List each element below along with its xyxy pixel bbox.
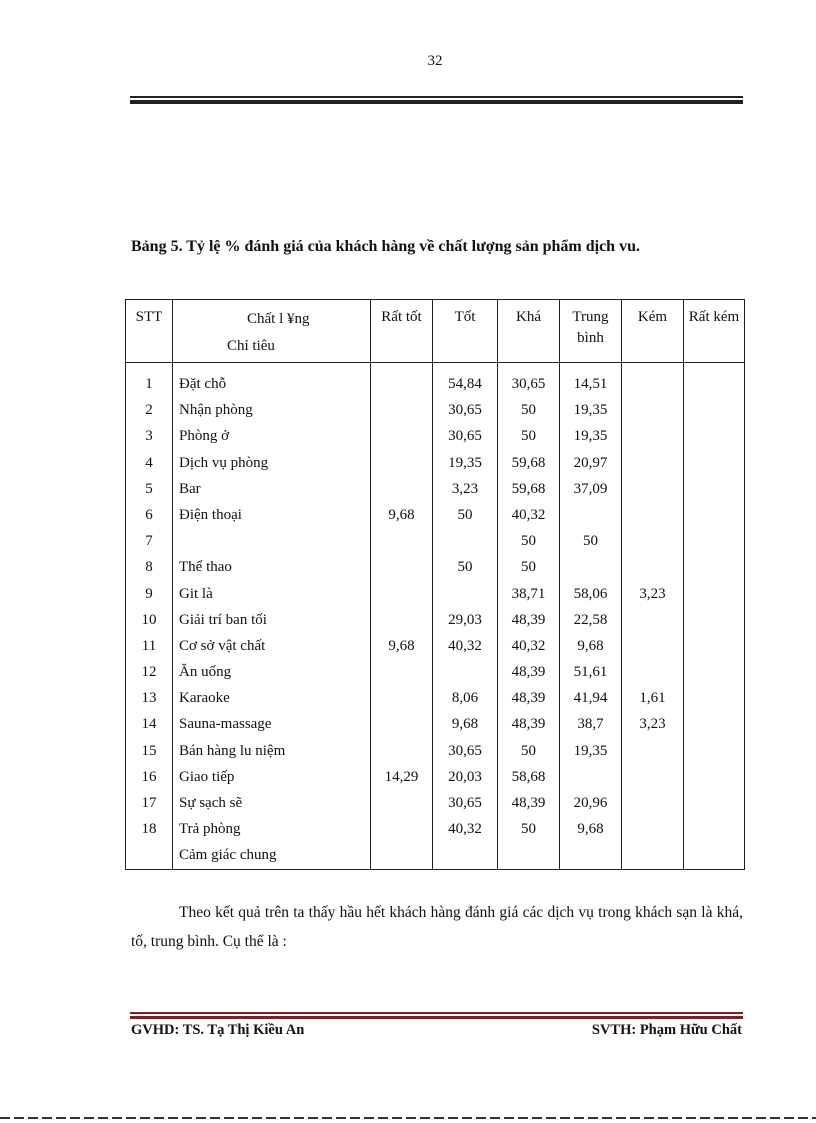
average-cell: 37,09	[573, 480, 608, 497]
fair-cell: 50	[521, 533, 536, 550]
criteria-cell: Nhận phòng	[179, 402, 253, 419]
stt-list	[126, 363, 172, 869]
poor-cell	[622, 764, 683, 790]
very-good-cell	[371, 554, 432, 580]
average-cell: 20,97	[573, 454, 608, 471]
very-poor-cell	[684, 502, 744, 528]
fair-cell: 48,39	[511, 795, 546, 811]
very-poor-cell	[684, 397, 744, 423]
page-number: 32	[427, 53, 443, 69]
very-poor-cell	[684, 764, 744, 790]
average-cell	[560, 502, 621, 528]
stt-cell: 12	[141, 664, 157, 681]
average-cell: 50	[583, 533, 598, 550]
very-poor-cell	[684, 659, 744, 685]
very-poor-cell	[684, 685, 744, 711]
footer-student: SVTH: Phạm Hữu Chất	[591, 1022, 742, 1038]
stt-cell	[126, 842, 172, 868]
poor-cell	[622, 502, 683, 528]
stt-cell: 15	[141, 742, 157, 759]
very-good-cell	[371, 816, 432, 842]
very-poor-cell	[684, 476, 744, 502]
average-cell: 51,61	[573, 664, 608, 681]
good-cell: 30,65	[448, 795, 482, 811]
fair-cell: 38,71	[511, 585, 546, 602]
fair-column	[498, 363, 560, 870]
stt-cell: 2	[145, 402, 153, 419]
fair-cell: 48,39	[511, 664, 546, 681]
very-good-cell	[371, 607, 432, 633]
stt-cell: 7	[145, 533, 153, 550]
very-poor-cell	[684, 633, 744, 659]
very-poor-list	[684, 363, 744, 869]
very-poor-cell	[684, 790, 744, 816]
poor-cell	[622, 633, 683, 659]
stt-cell: 6	[145, 506, 153, 523]
good-cell	[433, 581, 497, 607]
header-very-poor: Rất kém	[684, 300, 745, 363]
good-cell: 54,84	[448, 376, 482, 392]
poor-cell: 3,23	[639, 585, 666, 602]
very-poor-cell	[684, 371, 744, 397]
table-caption: Bảng 5. Tỷ lệ % đánh giá của khách hàng về chất lượng sản phẩm dịch vu.	[131, 238, 640, 255]
header-quality-label: Chất l ¥ng	[247, 311, 310, 327]
poor-cell	[622, 476, 683, 502]
criteria-cell: Cảm giác chung	[179, 847, 277, 864]
very-good-cell	[371, 476, 432, 502]
average-cell: 19,35	[573, 742, 608, 759]
poor-cell	[622, 816, 683, 842]
poor-cell	[622, 554, 683, 580]
criteria-cell: Đặt chỗ	[179, 376, 227, 392]
fair-cell: 50	[521, 559, 536, 576]
stt-cell: 11	[141, 637, 157, 654]
very-poor-cell	[684, 528, 744, 554]
very-good-cell	[371, 790, 432, 816]
stt-cell: 5	[145, 480, 153, 497]
good-cell: 30,65	[448, 742, 482, 759]
criteria-cell: Thể thao	[179, 559, 232, 576]
poor-cell	[622, 528, 683, 554]
criteria-cell: Sự sạch sẽ	[179, 795, 243, 811]
stt-cell: 10	[141, 611, 157, 628]
fair-cell	[498, 842, 559, 868]
very-good-cell: 9,68	[388, 637, 415, 654]
criteria-cell	[173, 528, 370, 554]
poor-cell	[622, 738, 683, 764]
very-poor-cell	[684, 607, 744, 633]
average-cell: 38,7	[577, 716, 604, 733]
stt-cell: 3	[145, 428, 153, 445]
poor-column	[622, 363, 684, 870]
very-poor-cell	[684, 581, 744, 607]
stt-cell: 18	[141, 821, 157, 838]
fair-cell: 40,32	[511, 637, 546, 654]
header-criteria-label: Chỉ tiêu	[227, 338, 275, 354]
fair-cell: 48,39	[511, 716, 546, 733]
poor-cell: 3,23	[639, 716, 666, 733]
very-good-cell	[371, 371, 432, 397]
average-cell: 22,58	[573, 611, 608, 628]
table-header-row	[126, 300, 745, 363]
average-cell: 14,51	[573, 376, 608, 392]
good-cell: 50	[457, 506, 473, 523]
fair-list	[498, 363, 559, 869]
fair-cell: 48,39	[511, 611, 546, 628]
very-poor-column	[684, 363, 745, 870]
good-cell: 30,65	[448, 428, 482, 445]
good-cell	[433, 842, 497, 868]
average-cell: 58,06	[573, 585, 608, 602]
very-good-cell	[371, 659, 432, 685]
fair-cell: 50	[521, 428, 536, 445]
stt-cell: 17	[141, 795, 157, 811]
good-cell: 29,03	[448, 611, 482, 628]
poor-cell	[622, 607, 683, 633]
good-cell	[433, 528, 497, 554]
header-very-good: Rất tốt	[371, 300, 433, 363]
criteria-cell: Phòng ở	[179, 428, 230, 445]
poor-cell	[622, 842, 683, 868]
stt-cell: 8	[145, 559, 153, 576]
criteria-cell: Giao tiếp	[179, 768, 235, 785]
poor-cell	[622, 450, 683, 476]
average-cell: 41,94	[573, 690, 608, 707]
analysis-paragraph	[131, 898, 743, 956]
fair-cell: 50	[521, 742, 536, 759]
average-cell: 20,96	[573, 795, 608, 811]
very-good-cell	[371, 423, 432, 449]
criteria-cell: Giải trí ban tối	[179, 611, 267, 628]
very-good-cell	[371, 842, 432, 868]
footer-advisor: GVHD: TS. Tạ Thị Kiều An	[131, 1022, 305, 1038]
analysis-text: Theo kết quả trên ta thấy hầu hết khách hàng đánh giá các dịch vụ trong khách sạn là khá, tố, trung bình. Cụ thể là :	[131, 904, 743, 950]
good-list	[433, 363, 497, 869]
good-cell: 9,68	[451, 716, 479, 733]
rating-table	[125, 299, 745, 870]
good-cell: 8,06	[451, 690, 479, 707]
very-poor-cell	[684, 554, 744, 580]
fair-cell: 30,65	[511, 376, 546, 392]
page-bottom-border	[0, 1117, 816, 1119]
criteria-cell: Karaoke	[179, 690, 230, 707]
very-good-cell	[371, 685, 432, 711]
very-poor-cell	[684, 450, 744, 476]
header-good: Tốt	[433, 300, 498, 363]
criteria-cell: Bar	[179, 480, 201, 497]
criteria-cell: Điện thoại	[179, 506, 242, 523]
fair-cell: 40,32	[511, 506, 546, 523]
footer-rule-thick	[130, 1016, 743, 1019]
criteria-cell: Ăn uống	[179, 664, 232, 681]
fair-cell: 50	[521, 402, 536, 419]
criteria-list	[173, 363, 370, 869]
footer-rule	[130, 1012, 743, 1019]
very-good-cell: 9,68	[388, 506, 415, 523]
average-cell	[560, 842, 621, 868]
good-column	[433, 363, 498, 870]
average-list	[560, 363, 621, 869]
poor-cell	[622, 423, 683, 449]
stt-column	[126, 363, 173, 870]
stt-cell: 13	[141, 690, 157, 707]
good-cell: 20,03	[448, 768, 482, 785]
good-cell: 40,32	[448, 821, 482, 838]
good-cell: 19,35	[448, 454, 482, 471]
header-average: Trung bình	[560, 300, 622, 363]
very-poor-cell	[684, 711, 744, 737]
poor-cell	[622, 371, 683, 397]
criteria-cell: Cơ sở vật chất	[179, 637, 266, 654]
footer-rule-thin	[130, 1012, 743, 1014]
average-cell	[560, 764, 621, 790]
very-good-cell	[371, 528, 432, 554]
average-cell	[560, 554, 621, 580]
header-quality-criteria	[173, 300, 371, 363]
average-cell: 19,35	[573, 402, 608, 419]
header-fair: Khá	[498, 300, 560, 363]
poor-cell	[622, 397, 683, 423]
stt-cell: 9	[145, 585, 153, 602]
criteria-cell: Git là	[179, 585, 213, 602]
good-cell: 40,32	[448, 637, 482, 654]
average-cell: 9,68	[577, 821, 604, 838]
very-poor-cell	[684, 738, 744, 764]
header-rule-thin	[130, 96, 743, 98]
average-cell: 19,35	[573, 428, 608, 445]
fair-cell: 59,68	[511, 480, 546, 497]
very-good-column	[371, 363, 433, 870]
very-good-cell	[371, 397, 432, 423]
poor-cell	[622, 790, 683, 816]
stt-cell: 4	[145, 454, 153, 471]
very-good-list	[371, 363, 432, 869]
stt-cell: 16	[141, 768, 157, 785]
poor-cell	[622, 659, 683, 685]
average-cell: 9,68	[577, 637, 604, 654]
very-poor-cell	[684, 842, 744, 868]
fair-cell: 48,39	[511, 690, 546, 707]
good-cell: 3,23	[451, 480, 479, 497]
criteria-cell: Bán hàng lu niệm	[179, 742, 286, 759]
fair-cell: 59,68	[511, 454, 546, 471]
good-cell	[433, 659, 497, 685]
table-body-row	[126, 363, 745, 870]
poor-list	[622, 363, 683, 869]
average-column	[560, 363, 622, 870]
header-poor: Kém	[622, 300, 684, 363]
very-good-cell: 14,29	[384, 768, 419, 785]
very-good-cell	[371, 450, 432, 476]
very-good-cell	[371, 738, 432, 764]
header-stt: STT	[126, 300, 173, 363]
header-rule-thick	[130, 100, 743, 104]
criteria-cell: Dịch vụ phòng	[179, 454, 269, 471]
criteria-cell: Sauna-massage	[179, 716, 272, 733]
very-poor-cell	[684, 816, 744, 842]
criteria-column	[173, 363, 371, 870]
fair-cell: 58,68	[511, 768, 546, 785]
criteria-cell: Trả phòng	[179, 821, 241, 838]
very-good-cell	[371, 711, 432, 737]
table-wrapper	[125, 299, 744, 867]
poor-cell: 1,61	[639, 690, 666, 707]
header-rule	[130, 96, 743, 104]
good-cell: 50	[457, 559, 473, 576]
fair-cell: 50	[521, 821, 536, 838]
stt-cell: 14	[141, 716, 157, 733]
very-good-cell	[371, 581, 432, 607]
stt-cell: 1	[145, 376, 153, 392]
very-poor-cell	[684, 423, 744, 449]
good-cell: 30,65	[448, 402, 482, 419]
